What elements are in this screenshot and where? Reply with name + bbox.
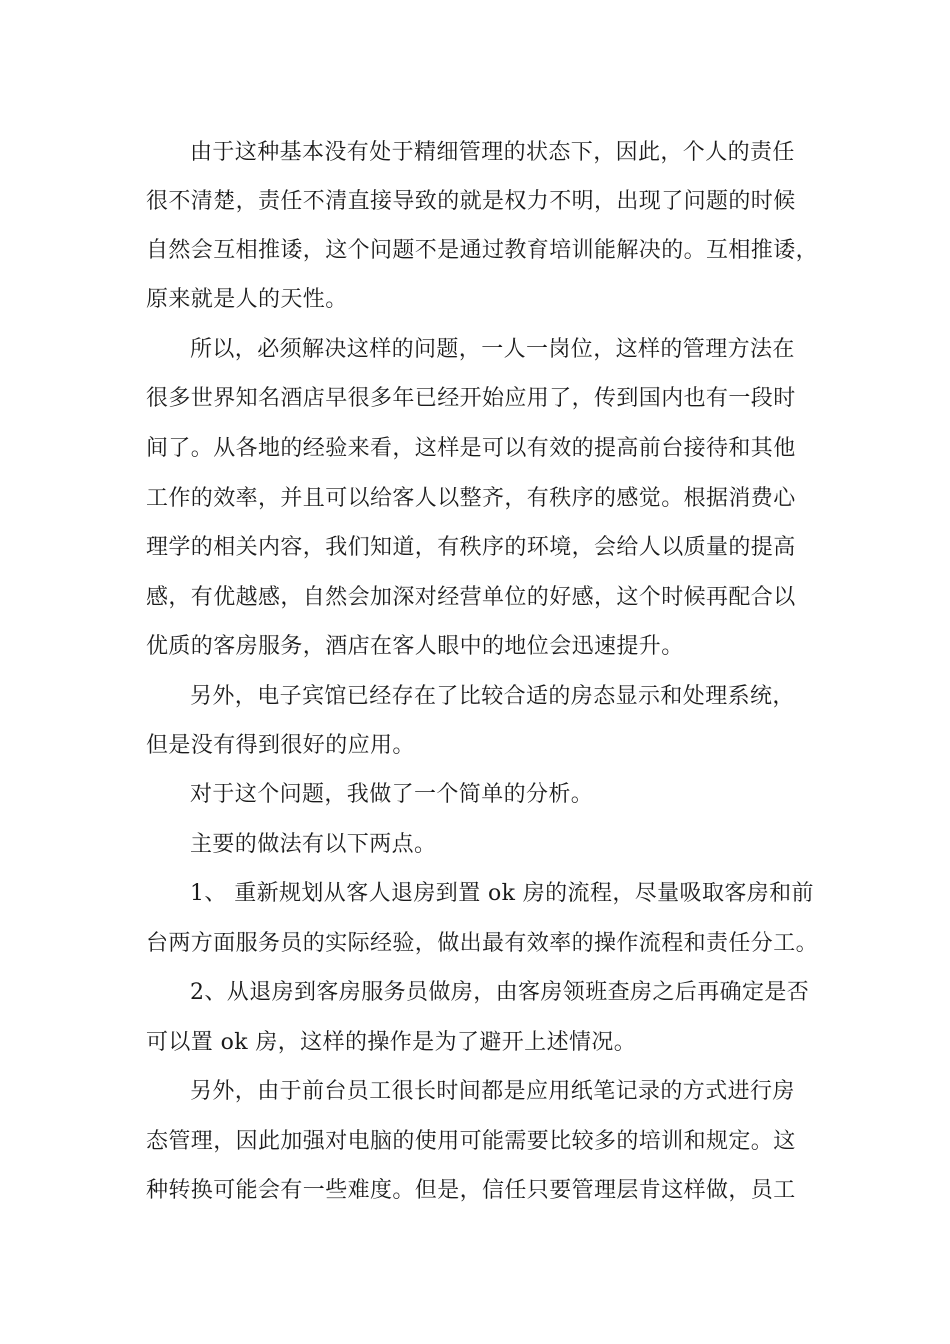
- paragraph-line: 种转换可能会有一些难度。但是，信任只要管理层肯这样做，员工: [146, 1178, 796, 1203]
- paragraph-line: 工作的效率，并且可以给客人以整齐，有秩序的感觉。根据消费心: [146, 486, 796, 511]
- paragraph-line: 对于这个问题，我做了一个简单的分析。: [190, 782, 594, 807]
- list-item-line: 可以置 ok 房，这样的操作是为了避开上述情况。: [146, 1030, 637, 1055]
- paragraph-line: 但是没有得到很好的应用。: [146, 733, 415, 758]
- list-item-line: 2、从退房到客房服务员做房，由客房领班查房之后再确定是否: [190, 980, 810, 1005]
- paragraph-line: 间了。从各地的经验来看，这样是可以有效的提高前台接待和其他: [146, 436, 796, 461]
- paragraph-line: 理学的相关内容，我们知道，有秩序的环境，会给人以质量的提高: [146, 535, 796, 560]
- paragraph-line: 所以，必须解决这样的问题，一人一岗位，这样的管理方法在: [190, 337, 795, 362]
- paragraph-line: 感，有优越感，自然会加深对经营单位的好感，这个时候再配合以: [146, 585, 796, 610]
- paragraph-line: 态管理，因此加强对电脑的使用可能需要比较多的培训和规定。这: [146, 1129, 796, 1154]
- paragraph-line: 很不清楚，责任不清直接导致的就是权力不明，出现了问题的时候: [146, 189, 796, 214]
- paragraph-line: 原来就是人的天性。: [146, 287, 348, 312]
- paragraph-line: 很多世界知名酒店早很多年已经开始应用了，传到国内也有一段时: [146, 386, 796, 411]
- list-item-line: 台两方面服务员的实际经验，做出最有效率的操作流程和责任分工。: [146, 931, 819, 956]
- paragraph-line: 主要的做法有以下两点。: [190, 832, 437, 857]
- paragraph-line: 优质的客房服务，酒店在客人眼中的地位会迅速提升。: [146, 634, 684, 659]
- list-item-line: 1、 重新规划从客人退房到置 ok 房的流程，尽量吸取客房和前: [190, 881, 814, 906]
- paragraph-line: 另外，电子宾馆已经存在了比较合适的房态显示和处理系统，: [190, 684, 795, 709]
- paragraph-line: 自然会互相推诿，这个问题不是通过教育培训能解决的。互相推诿，: [146, 238, 819, 263]
- paragraph-line: 另外，由于前台员工很长时间都是应用纸笔记录的方式进行房: [190, 1079, 795, 1104]
- paragraph-line: 由于这种基本没有处于精细管理的状态下，因此，个人的责任: [190, 140, 795, 165]
